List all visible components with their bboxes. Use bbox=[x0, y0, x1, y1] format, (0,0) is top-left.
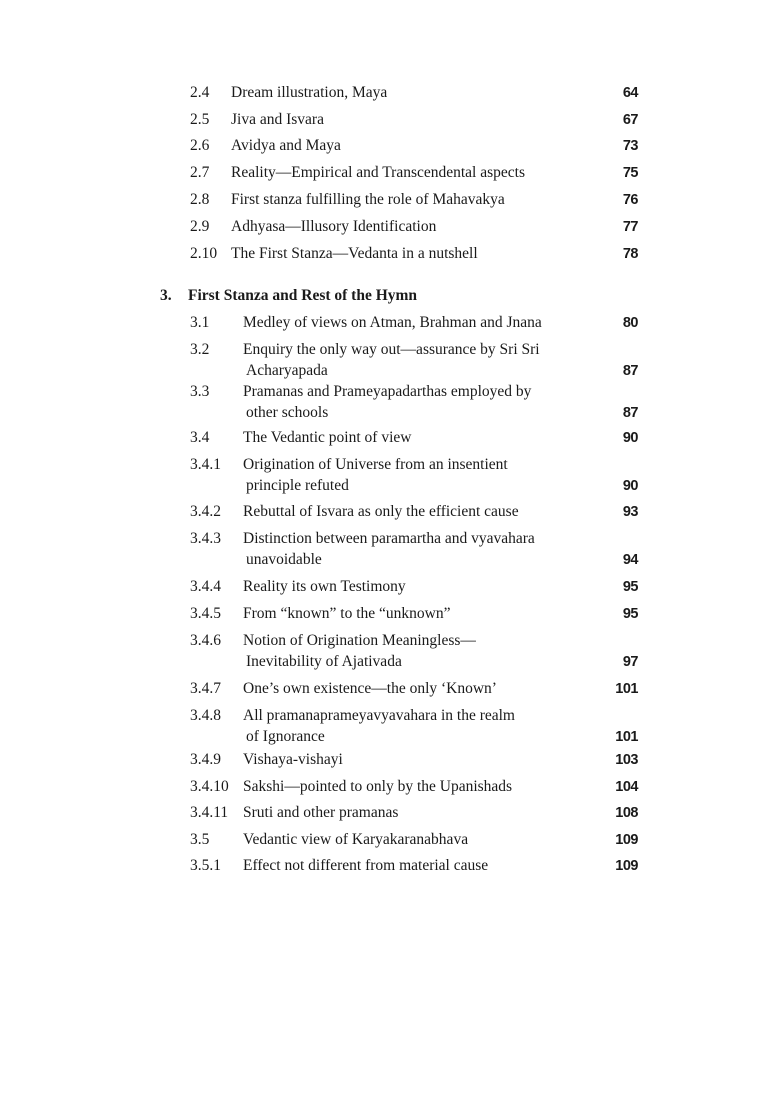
entry-title-line: Sakshi—pointed to only by the Upanishads bbox=[243, 778, 513, 795]
entry-number: 3.1 bbox=[190, 314, 210, 331]
entry-title-line: unavoidable bbox=[246, 550, 322, 568]
toc-entry bbox=[0, 83, 780, 104]
entry-title-line: First stanza fulfilling the role of Mahavakya bbox=[231, 191, 505, 208]
entry-title bbox=[231, 136, 341, 157]
entry-title bbox=[243, 706, 515, 747]
page-number: 77 bbox=[622, 219, 638, 235]
entry-title-line: other schools bbox=[246, 403, 329, 421]
entry-number: 3.4.10 bbox=[190, 778, 229, 795]
toc-entry bbox=[0, 190, 780, 211]
toc-entry bbox=[0, 777, 780, 798]
entry-number: 2.6 bbox=[190, 137, 210, 154]
toc-entry bbox=[0, 340, 780, 381]
toc-entry bbox=[0, 830, 780, 851]
entry-title-line: Effect not different from material cause bbox=[243, 857, 489, 874]
toc-entry bbox=[0, 455, 780, 496]
entry-number: 2.4 bbox=[190, 84, 210, 101]
page-number: 87 bbox=[622, 404, 638, 421]
page-number: 109 bbox=[615, 832, 638, 848]
toc-entry bbox=[0, 136, 780, 157]
entry-title bbox=[231, 83, 387, 104]
entry-title-line: of Ignorance bbox=[246, 727, 325, 745]
entry-number: 2.5 bbox=[190, 111, 210, 128]
entry-title-line: The First Stanza—Vedanta in a nutshell bbox=[231, 245, 478, 262]
entry-number: 2.8 bbox=[190, 191, 210, 208]
entry-title-line: Origination of Universe from an insentient bbox=[243, 456, 508, 473]
toc-entry bbox=[0, 163, 780, 184]
entry-number: 2.9 bbox=[190, 218, 210, 235]
entry-title-line: Dream illustration, Maya bbox=[231, 84, 388, 101]
entry-number: 3.4.8 bbox=[190, 707, 221, 724]
entry-title bbox=[231, 190, 505, 211]
entry-number: 3.5 bbox=[190, 831, 210, 848]
page-number: 76 bbox=[622, 192, 638, 208]
entry-title bbox=[243, 750, 343, 771]
entry-title bbox=[243, 830, 468, 851]
entry-number: 2.7 bbox=[190, 164, 210, 181]
entry-title-line: principle refuted bbox=[246, 476, 349, 494]
entry-number: 3.5.1 bbox=[190, 857, 221, 874]
entry-title bbox=[231, 163, 525, 184]
entry-title-line: Vedantic view of Karyakaranabhava bbox=[243, 831, 469, 848]
toc-entry bbox=[0, 577, 780, 598]
entry-title-line: All pramanaprameyavyavahara in the realm bbox=[243, 707, 515, 724]
entry-title-line: Sruti and other pramanas bbox=[243, 804, 399, 821]
page-number: 67 bbox=[622, 112, 638, 128]
entry-number: 3.4.5 bbox=[190, 605, 221, 622]
page-number: 104 bbox=[615, 779, 638, 795]
page-number: 109 bbox=[615, 858, 638, 874]
entry-number: 3.4.7 bbox=[190, 680, 221, 697]
entry-title-line: Reality its own Testimony bbox=[243, 578, 406, 595]
toc-entry bbox=[0, 502, 780, 523]
entry-title bbox=[243, 340, 540, 381]
toc-entry bbox=[0, 110, 780, 131]
entry-number: 3.3 bbox=[190, 383, 210, 400]
chapter-title: First Stanza and Rest of the Hymn bbox=[188, 287, 418, 304]
entry-title bbox=[231, 244, 478, 265]
toc-entry bbox=[0, 217, 780, 238]
toc-entry bbox=[0, 631, 780, 672]
page-number: 90 bbox=[622, 477, 638, 494]
entry-title-line: Acharyapada bbox=[246, 361, 328, 379]
toc-entry bbox=[0, 803, 780, 824]
toc-entry bbox=[0, 428, 780, 449]
toc-entry bbox=[0, 313, 780, 334]
page-number: 64 bbox=[622, 85, 638, 101]
toc-entry bbox=[0, 856, 780, 877]
entry-title bbox=[243, 455, 508, 496]
entry-title-line: Avidya and Maya bbox=[231, 137, 341, 154]
entry-title-line: Reality—Empirical and Transcendental aspects bbox=[231, 164, 525, 181]
entry-title bbox=[243, 577, 406, 598]
entry-title bbox=[243, 856, 488, 877]
entry-title-line: The Vedantic point of view bbox=[243, 429, 412, 446]
entry-number: 3.4.6 bbox=[190, 632, 221, 649]
entry-title bbox=[243, 631, 476, 672]
page-number: 95 bbox=[622, 606, 638, 622]
page-number: 90 bbox=[622, 430, 638, 446]
page-number: 108 bbox=[615, 805, 638, 821]
entry-title-line: Inevitability of Ajativada bbox=[246, 652, 402, 670]
page-number: 94 bbox=[622, 551, 638, 568]
page-number: 101 bbox=[615, 681, 638, 697]
entry-title-line: Rebuttal of Isvara as only the efficient cause bbox=[243, 503, 519, 520]
page-number: 75 bbox=[622, 165, 638, 181]
entry-number: 3.4.9 bbox=[190, 751, 221, 768]
entry-title bbox=[243, 604, 451, 625]
entry-title-line: One’s own existence—the only ‘Known’ bbox=[243, 680, 497, 697]
page-number: 78 bbox=[622, 246, 638, 262]
entry-title bbox=[243, 382, 531, 423]
entry-title-line: From “known” to the “unknown” bbox=[243, 605, 451, 622]
toc-entry bbox=[0, 706, 780, 747]
entry-title bbox=[243, 428, 411, 449]
entry-number: 3.4.1 bbox=[190, 456, 221, 473]
entry-title-line: Distinction between paramartha and vyavahara bbox=[243, 530, 535, 547]
page-number: 80 bbox=[622, 315, 638, 331]
toc-entry bbox=[0, 529, 780, 570]
entry-title bbox=[243, 803, 398, 824]
entry-title-line: Pramanas and Prameyapadarthas employed by bbox=[243, 383, 532, 400]
entry-title-line: Notion of Origination Meaningless— bbox=[243, 632, 476, 649]
page-number: 87 bbox=[622, 362, 638, 379]
entry-number: 3.2 bbox=[190, 341, 210, 358]
entry-number: 3.4.2 bbox=[190, 503, 221, 520]
entry-title bbox=[231, 217, 436, 238]
page-number: 73 bbox=[622, 138, 638, 154]
toc-entry bbox=[0, 604, 780, 625]
entry-title-line: Medley of views on Atman, Brahman and Jnana bbox=[243, 314, 542, 331]
entry-number: 3.4.4 bbox=[190, 578, 221, 595]
entry-title bbox=[243, 502, 519, 523]
page-number: 103 bbox=[615, 752, 638, 768]
page-number: 101 bbox=[615, 728, 638, 745]
entry-number: 2.10 bbox=[190, 245, 218, 262]
entry-title bbox=[243, 777, 512, 798]
chapter-number: 3. bbox=[160, 287, 172, 304]
entry-title-line: Enquiry the only way out—assurance by Sri Sri bbox=[243, 341, 540, 358]
toc-entry bbox=[0, 382, 780, 423]
entry-number: 3.4.11 bbox=[190, 804, 229, 821]
entry-title bbox=[243, 679, 497, 700]
toc-entry bbox=[0, 244, 780, 265]
toc-entry bbox=[0, 750, 780, 771]
page-number: 95 bbox=[622, 579, 638, 595]
page-number: 93 bbox=[622, 504, 638, 520]
entry-title bbox=[243, 529, 535, 570]
entry-title-line: Vishaya-vishayi bbox=[243, 751, 343, 768]
entry-number: 3.4 bbox=[190, 429, 210, 446]
entry-title-line: Adhyasa—Illusory Identification bbox=[231, 218, 437, 235]
entry-title bbox=[243, 313, 542, 334]
entry-number: 3.4.3 bbox=[190, 530, 221, 547]
page-number: 97 bbox=[622, 653, 638, 670]
entry-title-line: Jiva and Isvara bbox=[231, 111, 324, 128]
toc-entry bbox=[0, 679, 780, 700]
entry-title bbox=[231, 110, 324, 131]
